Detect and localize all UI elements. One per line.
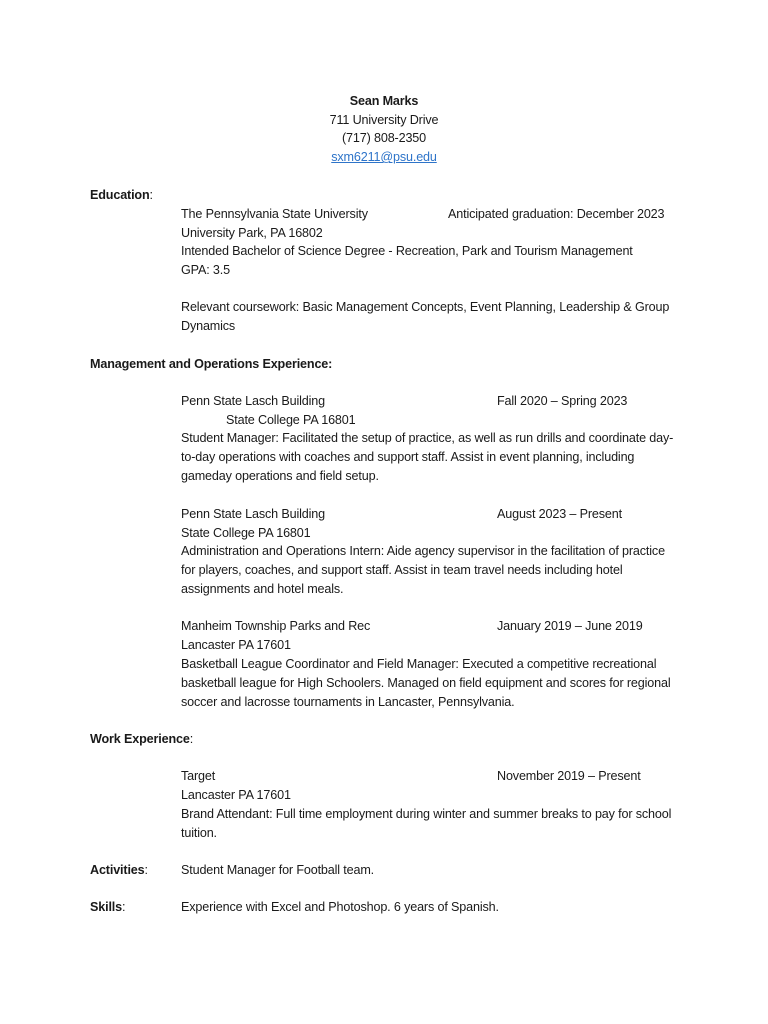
education-gpa: GPA: 3.5 [181,263,230,277]
management-job-location: State College PA 16801 [226,413,356,427]
education-location: University Park, PA 16802 [181,226,323,240]
activities-heading: Activities: [90,863,148,877]
applicant-name: Sean Marks [349,94,419,108]
management-job-org: Penn State Lasch Building [181,507,325,521]
applicant-phone: (717) 808-2350 [341,131,427,146]
work-job-location: Lancaster PA 17601 [181,788,291,802]
education-graduation: Anticipated graduation: December 2023 [448,207,665,221]
education-coursework: Relevant coursework: Basic Management Concepts, Event Planning, Leadership & Group Dynamics [181,300,670,333]
work-job-dates: November 2019 – Present [497,769,641,783]
management-job-dates: Fall 2020 – Spring 2023 [497,394,628,408]
work-job-org: Target [181,769,216,783]
education-school: The Pennsylvania State University [181,207,368,221]
management-job-description: Student Manager: Facilitated the setup of practice, as well as run drills and coordinate day-to-day operations with coaches and support staff. Assist in event planning, including gameday operations and field setup. [181,431,674,483]
management-job-location: Lancaster PA 17601 [181,638,291,652]
education-heading: Education: [90,188,153,202]
management-job-org: Manheim Township Parks and Rec [181,619,371,633]
management-job-org: Penn State Lasch Building [181,394,325,408]
applicant-address: 711 University Drive [329,112,439,127]
contact-header [284,92,484,167]
work-job-description: Brand Attendant: Full time employment during winter and summer breaks to pay for school tuition. [181,807,672,840]
skills-text: Experience with Excel and Photoshop. 6 years of Spanish. [181,900,499,914]
management-job-dates: August 2023 – Present [497,507,622,521]
work-heading: Work Experience: [90,732,194,746]
management-heading: Management and Operations Experience: [90,357,333,371]
management-job-description: Basketball League Coordinator and Field Manager: Executed a competitive recreational basketball league for High Schoolers. Managed on field equipment and scores for regional soccer and lacrosse tournaments in Lancaster, Pennsylvania. [181,657,671,709]
management-job-dates: January 2019 – June 2019 [497,619,643,633]
applicant-email-link[interactable]: sxm6211@psu.edu [331,150,437,165]
skills-heading: Skills: [90,900,126,914]
activities-text: Student Manager for Football team. [181,863,375,877]
management-job-location: State College PA 16801 [181,526,311,540]
education-degree: Intended Bachelor of Science Degree - Recreation, Park and Tourism Management [181,244,633,258]
management-job-description: Administration and Operations Intern: Aide agency supervisor in the facilitation of practice for players, coaches, and support staff. Assist in team travel needs including hotel assignments and hotel meals. [181,544,665,596]
